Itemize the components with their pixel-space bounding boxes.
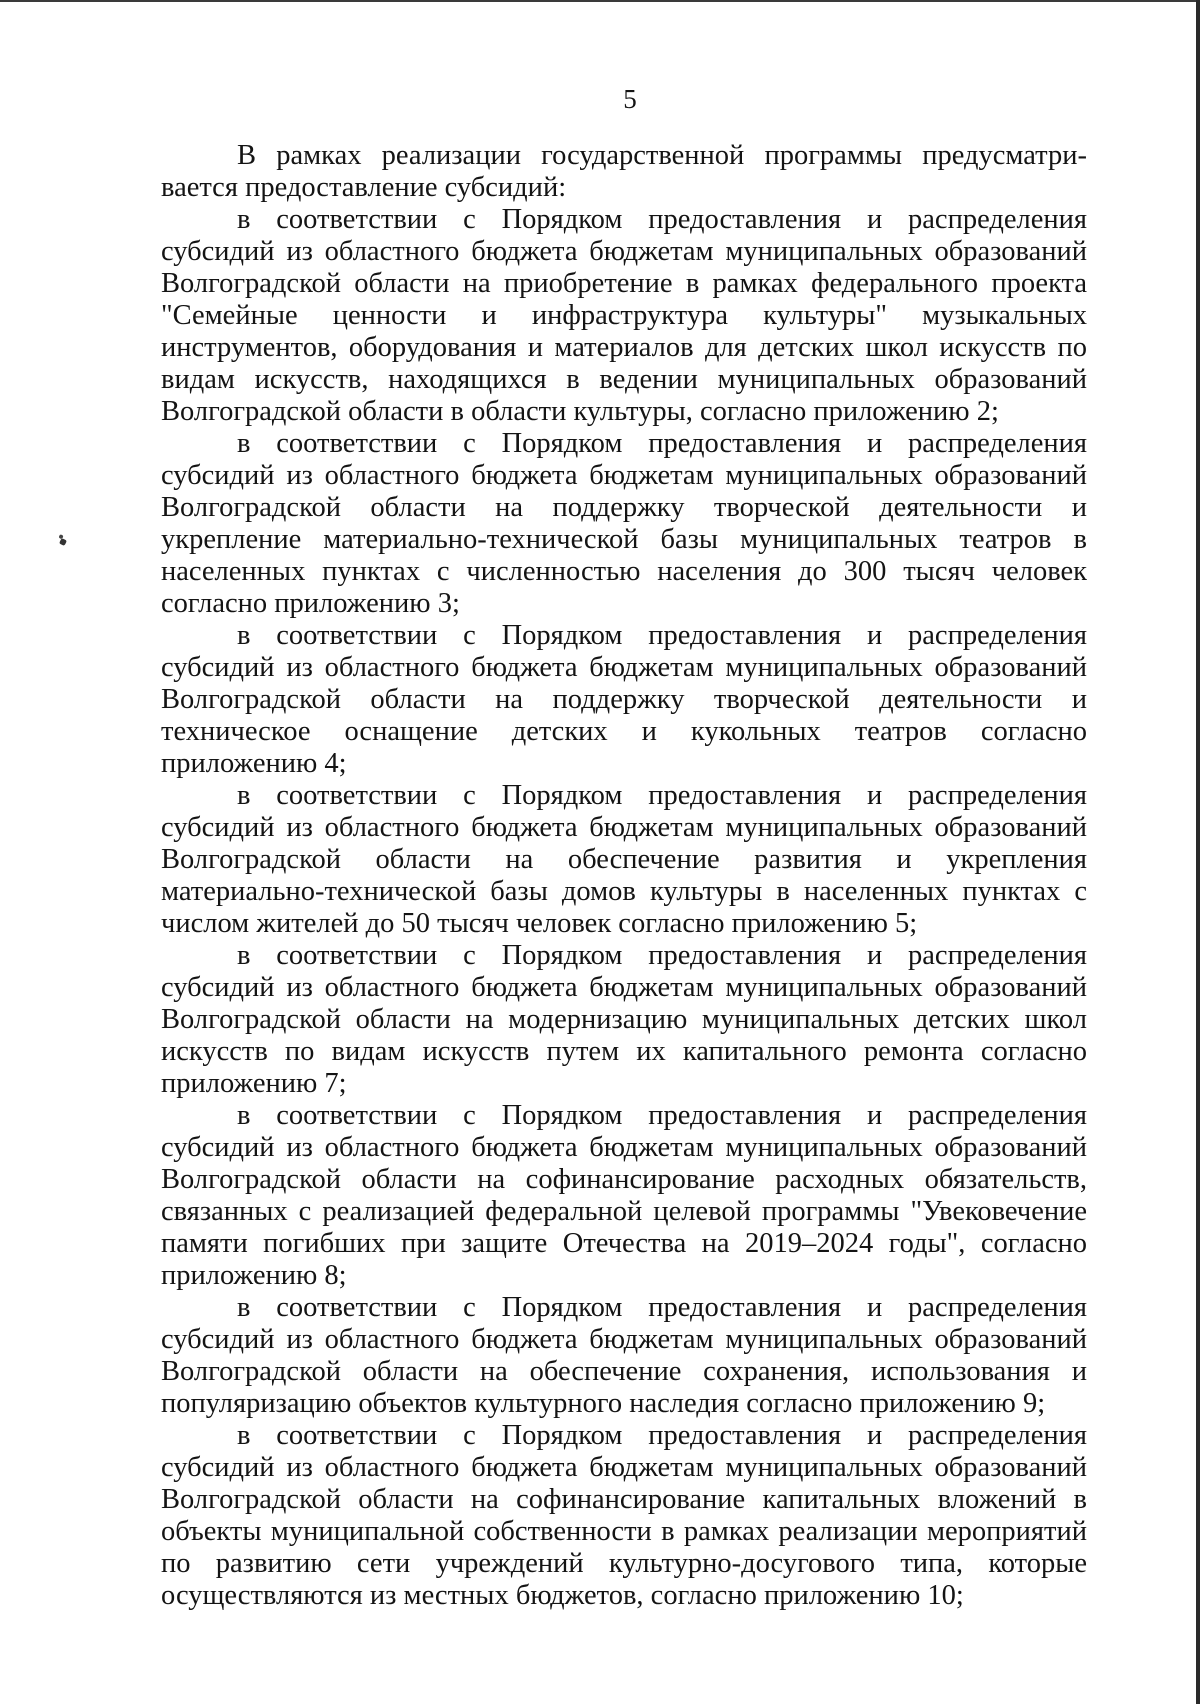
paragraph-subsidy-appendix-8: в соответствии с Порядком предоставления и распределения субсидий из областного бюджета бюджетам муниципальных образований Волгоградской области на софинансирование расходных обязательств, связанных с реализацией федеральной целевой программы "Увековечение памяти погибших при защите Отечества на 2019–2024 годы", согласно приложению 8; [161,1100,1087,1291]
paragraph-subsidy-appendix-7: в соответствии с Порядком предоставления и распределения субсидий из областного бюджета бюджетам муниципальных образований Волгоградской области на модернизацию муниципальных детских школ искусств по видам искусств путем их капитального ремонта согласно приложению 7; [161,940,1087,1099]
paragraph-subsidy-appendix-9: в соответствии с Порядком предоставления и распределения субсидий из областного бюджета бюджетам муниципальных образований Волгоградской области на обеспечение сохранения, использования и популяризацию объектов культурного наследия согласно приложению 9; [161,1292,1087,1419]
document-body [161,140,1087,1612]
paragraph-subsidy-appendix-3: в соответствии с Порядком предоставления и распределения субсидий из областного бюджета бюджетам муниципальных образований Волгоградской области на поддержку творческой деятельности и укрепление материально-технической базы муниципальных театров в населенных пунктах с численностью населения до 300 тысяч человек согласно приложению 3; [161,428,1087,619]
paragraph-subsidy-appendix-2: в соответствии с Порядком предоставления и распределения субсидий из областного бюджета бюджетам муниципальных образований Волгоградской области на приобретение в рамках федерального проекта "Семейные ценности и инфраструктура культуры" музыкальных инструментов, оборудования и материалов для детских школ искусств по видам искусств, находящихся в ведении муниципальных образований Волгоградской области в области культуры, согласно приложению 2; [161,204,1087,427]
paragraph-subsidy-appendix-5: в соответствии с Порядком предоставления и распределения субсидий из областного бюджета бюджетам муниципальных образований Волгоградской области на обеспечение развития и укрепления материально-технической базы домов культуры в населенных пунктах с числом жителей до 50 тысяч человек согласно приложению 5; [161,780,1087,939]
scan-edge-right [1196,0,1200,1704]
paragraph-subsidy-appendix-10: в соответствии с Порядком предоставления и распределения субсидий из областного бюджета бюджетам муниципальных образований Волгоградской области на софинансирование капитальных вложений в объекты муниципальной собственности в рамках реализации мероприятий по развитию сети учреждений культурно-досугового типа, которые осуществляются из местных бюджетов, согласно приложению 10; [161,1420,1087,1611]
scan-edge-top [0,0,1200,2]
margin-mark [59,538,67,546]
paragraph-subsidy-appendix-4: в соответствии с Порядком предоставления и распределения субсидий из областного бюджета бюджетам муниципальных образований Волгоградской области на поддержку творческой деятельности и техническое оснащение детских и кукольных театров согласно приложению 4; [161,620,1087,779]
page-number: 5 [623,84,637,114]
paragraph-intro: В рамках реализации государственной программы предусматривается предоставление субсидий: [161,140,1087,203]
